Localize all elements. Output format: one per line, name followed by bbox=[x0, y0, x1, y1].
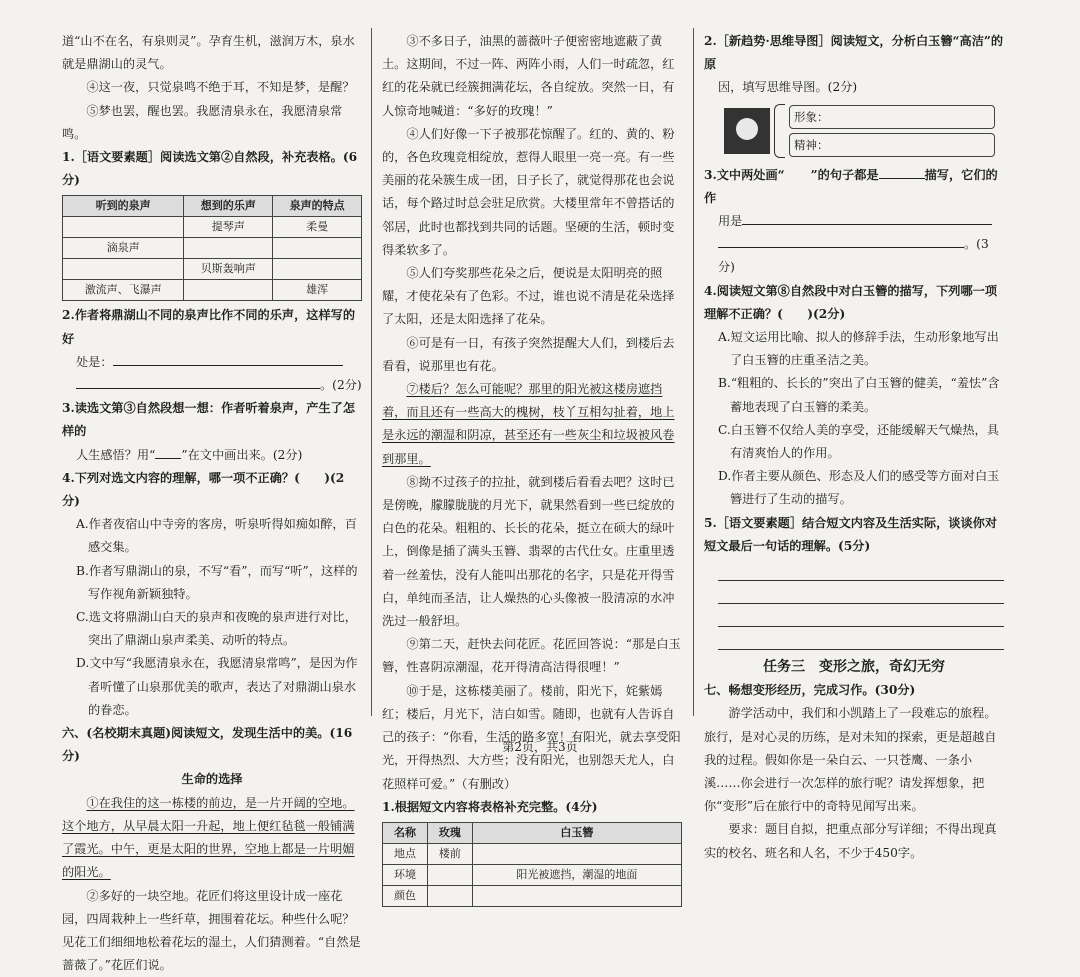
mind-box-image[interactable]: 形象： bbox=[789, 105, 995, 129]
mind-box-spirit[interactable]: 精神： bbox=[789, 133, 995, 157]
section-7-heading: 七、畅想变形经历，完成习作。(30分) bbox=[704, 679, 1004, 702]
question-3 bbox=[704, 164, 1004, 210]
option-d[interactable]: D.作者主要从颜色、形态及人们的感受等方面对白玉簪进行了生动的描写。 bbox=[718, 465, 1004, 511]
passage-paragraph: ⑦楼后？怎么可能呢？那里的阳光被这楼房遮挡着，而且还有一些高大的槐树，枝丫互相勾扯着，地上是永远的潮湿和阴凉，甚至还有一些灰尘和垃圾被风卷到那里。 bbox=[382, 378, 682, 471]
score-label: 。(2分) bbox=[320, 378, 362, 392]
table-cell: 颜色 bbox=[383, 885, 428, 906]
table-cell[interactable] bbox=[428, 864, 473, 885]
question-4: 4.下列对选文内容的理解，哪一项不正确？( )(2分) bbox=[62, 467, 362, 513]
column-middle bbox=[382, 30, 682, 910]
answer-blank[interactable] bbox=[76, 388, 320, 389]
question-1: 1.根据短文内容将表格补充完整。(4分) bbox=[382, 796, 682, 819]
question-1: 1.［语文要素题］阅读选文第②自然段，补充表格。(6分) bbox=[62, 146, 362, 192]
table-cell[interactable]: 阳光被遮挡，潮湿的地面 bbox=[472, 864, 681, 885]
passage-paragraph: ⑤梦也罢，醒也罢。我愿清泉永在，我愿清泉常鸣。 bbox=[62, 100, 362, 146]
option-a[interactable]: A.作者夜宿山中寺旁的客房，听泉听得如痴如醉，百感交集。 bbox=[76, 513, 362, 559]
question-2: 2.作者将鼎湖山不同的泉声比作不同的乐声，这样写的好 bbox=[62, 304, 362, 350]
table-cell[interactable]: 雄浑 bbox=[273, 280, 362, 301]
answer-line[interactable] bbox=[718, 604, 1004, 627]
question-3-text: 人生感悟？用“ bbox=[76, 448, 155, 462]
question-3-text: ”在文中画出来。(2分) bbox=[181, 448, 302, 462]
answer-blank[interactable] bbox=[113, 365, 343, 366]
table-header: 泉声的特点 bbox=[273, 196, 362, 217]
table-cell[interactable] bbox=[273, 238, 362, 259]
passage-paragraph: ④这一夜，只觉泉鸣不绝于耳，不知是梦，是醒？ bbox=[62, 76, 362, 99]
table-row bbox=[383, 843, 682, 864]
question-2-answer-line-2 bbox=[62, 374, 362, 397]
question-3-text: 用是 bbox=[718, 214, 742, 228]
question-2-answer-line bbox=[62, 351, 362, 374]
mind-map-boxes bbox=[789, 105, 995, 157]
question-4: 4.阅读短文第⑧自然段中对白玉簪的描写，下列哪一项理解不正确？( )(2分) bbox=[704, 280, 1004, 326]
answer-line[interactable] bbox=[718, 581, 1004, 604]
question-2: 2.［新趋势·思维导图］阅读短文，分析白玉簪“高洁”的原 bbox=[704, 30, 1004, 76]
answer-blank[interactable] bbox=[879, 178, 925, 179]
passage-paragraph: ③不多日子，油黑的蔷薇叶子便密密地遮蔽了黄土。这期间，不过一阵、两阵小雨，人们一时疏忽，红红的花朵就已经簇拥满花坛，各自绽放。突然一日，有人惊奇地喊道：“多好的玫瑰！” bbox=[382, 30, 682, 123]
question-5: 5.［语文要素题］结合短文内容及生活实际，谈谈你对短文最后一句话的理解。(5分) bbox=[704, 512, 1004, 558]
answer-blank[interactable] bbox=[742, 224, 992, 225]
section-6-heading: 六、(名校期末真题)阅读短文，发现生活中的美。(16分) bbox=[62, 722, 362, 768]
passage-paragraph: ②多好的一块空地。花匠们将这里设计成一座花园，四周栽种上一些纤草，拥围着花坛。种些什么呢？见花工们细细地松着花坛的湿土，人们猜测着。“自然是蔷薇了。”花匠们说。 bbox=[62, 885, 362, 977]
table-row bbox=[383, 885, 682, 906]
table-header: 玫瑰 bbox=[428, 822, 473, 843]
column-divider bbox=[693, 28, 694, 716]
table-cell[interactable]: 楼前 bbox=[428, 843, 473, 864]
table-cell[interactable]: 提琴声 bbox=[184, 217, 273, 238]
option-a[interactable]: A.短文运用比喻、拟人的修辞手法，生动形象地写出了白玉簪的庄重圣洁之美。 bbox=[718, 326, 1004, 372]
table-row bbox=[383, 864, 682, 885]
answer-line[interactable] bbox=[718, 627, 1004, 650]
question-2-cont: 因，填写思维导图。(2分) bbox=[704, 76, 1004, 99]
question-3-cont bbox=[62, 444, 362, 467]
table-cell[interactable]: 滴泉声 bbox=[63, 238, 184, 259]
column-left bbox=[62, 30, 362, 977]
essay-title: 生命的选择 bbox=[62, 768, 362, 791]
passage-paragraph: ⑧拗不过孩子的拉扯，就到楼后看看去吧？这时已是傍晚，朦朦胧胧的月光下，就果然看到一些已绽放的白色的花朵。粗粗的、长长的花朵，挺立在硕大的绿叶上，倒像是插了满头玉簪、翡翠的古代仕女。庄重里透着一丝羞怯，没有人能叫出那花的名字，只是花开得雪白，单纯而圣洁，让人燥热的心头像被一股清凉的水冲洗过一般舒坦。 bbox=[382, 471, 682, 633]
answer-line[interactable] bbox=[718, 558, 1004, 581]
option-d[interactable]: D.文中写“我愿清泉永在，我愿清泉常鸣”，是因为作者听懂了山泉那优美的歌声，表达了对鼎湖山泉水的眷恋。 bbox=[76, 652, 362, 722]
table-header: 想到的乐声 bbox=[184, 196, 273, 217]
writing-requirements: 要求：题目自拟，把重点部分写详细；不得出现真实的校名、班名和人名，不少于450字。 bbox=[704, 818, 1004, 864]
table-row bbox=[63, 259, 362, 280]
table-header: 名称 bbox=[383, 822, 428, 843]
white-jade-flower-image bbox=[724, 108, 770, 154]
table-cell[interactable]: 柔曼 bbox=[273, 217, 362, 238]
question-3-text: 描写，它们的作 bbox=[704, 168, 998, 205]
table-header: 白玉簪 bbox=[472, 822, 681, 843]
table-cell: 环境 bbox=[383, 864, 428, 885]
table-cell[interactable] bbox=[184, 280, 273, 301]
passage-paragraph: ⑩于是，这栋楼美丽了。楼前，阳光下，姹紫嫣红；楼后，月光下，洁白如雪。随即，也就有人告诉自己的孩子：“你看，生活的路多宽！有阳光，就去享受阳光，开得热烈、大方些；没有阳光，也别怨天尤人，白花照样可爱。”（有删改） bbox=[382, 680, 682, 796]
table-cell[interactable] bbox=[184, 238, 273, 259]
passage-paragraph: ④人们好像一下子被那花惊醒了。红的、黄的、粉的，各色玫瑰竞相绽放，惹得人眼里一亮一亮。有一些美丽的花朵簇生成一团，日子长了，就觉得那花也会说话，每个路过时总会驻足欣赏。大楼里常年不曾搭话的邻居，此时也都找到共同的话题。坚硬的生活，顿时变得柔软多了。 bbox=[382, 123, 682, 262]
question-3-text: 3.文中两处画“ bbox=[704, 168, 785, 182]
mind-map bbox=[724, 104, 1004, 158]
table-row bbox=[63, 238, 362, 259]
table-header: 听到的泉声 bbox=[63, 196, 184, 217]
wavy-underline-mark bbox=[785, 164, 811, 187]
column-divider bbox=[371, 28, 372, 716]
table-row bbox=[63, 280, 362, 301]
question-3-text: ”的句子都是 bbox=[811, 168, 879, 182]
underline-mark bbox=[155, 458, 181, 459]
fill-table-2 bbox=[382, 822, 682, 907]
passage-paragraph: ①在我住的这一栋楼的前边，是一片开阔的空地。这个地方，从早晨太阳一升起，地上便红毡毯一般铺满了霞光。中午，更是太阳的世界，空地上都是一片明媚的阳光。 bbox=[62, 792, 362, 885]
table-cell: 地点 bbox=[383, 843, 428, 864]
page-number: 第2页，共3页 bbox=[0, 738, 1080, 755]
option-b[interactable]: B.作者写鼎湖山的泉，不写“看”，而写“听”，这样的写作视角新颖独特。 bbox=[76, 560, 362, 606]
table-cell[interactable] bbox=[63, 259, 184, 280]
question-3-answer-line-2 bbox=[704, 233, 1004, 279]
option-b[interactable]: B.“粗粗的、长长的”突出了白玉簪的健美，“羞怯”含蓄地表现了白玉簪的柔美。 bbox=[718, 372, 1004, 418]
question-3: 3.读选文第③自然段想一想：作者听着泉声，产生了怎样的 bbox=[62, 397, 362, 443]
passage-paragraph: 道“山不在名，有泉则灵”。孕育生机，滋润万木，泉水就是鼎湖山的灵气。 bbox=[62, 30, 362, 76]
task-heading: 任务三 变形之旅，奇幻无穷 bbox=[704, 656, 1004, 679]
option-c[interactable]: C.白玉簪不仅给人美的享受，还能缓解天气燥热，具有清爽怡人的作用。 bbox=[718, 419, 1004, 465]
answer-blank[interactable] bbox=[718, 247, 964, 248]
table-row bbox=[63, 217, 362, 238]
table-cell[interactable] bbox=[472, 885, 681, 906]
passage-paragraph: ⑤人们夸奖那些花朵之后，便说是太阳明亮的照耀，才使花朵有了色彩。不过，谁也说不清是花朵选择了太阳，还是太阳选择了花朵。 bbox=[382, 262, 682, 332]
table-cell[interactable]: 贝斯轰响声 bbox=[184, 259, 273, 280]
writing-prompt: 游学活动中，我们和小凯踏上了一段难忘的旅程。旅行，是对心灵的历练，是对未知的探索，更是超越自我的过程。假如你是一朵白云、一只苍鹰、一条小溪……你会进行一次怎样的旅行呢？请发挥想象，把你“变形”后在旅行中的奇特见闻写出来。 bbox=[704, 702, 1004, 818]
table-cell[interactable] bbox=[63, 217, 184, 238]
table-cell[interactable]: 激流声、飞瀑声 bbox=[63, 280, 184, 301]
table-cell[interactable] bbox=[472, 843, 681, 864]
brace-icon bbox=[774, 104, 785, 158]
table-cell[interactable] bbox=[273, 259, 362, 280]
table-cell[interactable] bbox=[428, 885, 473, 906]
passage-paragraph: ⑥可是有一日，有孩子突然提醒大人们，到楼后去看看，说那里也有花。 bbox=[382, 332, 682, 378]
fill-table-1 bbox=[62, 195, 362, 301]
option-c[interactable]: C.选文将鼎湖山白天的泉声和夜晚的泉声进行对比，突出了鼎湖山泉声柔美、动听的特点。 bbox=[76, 606, 362, 652]
passage-paragraph: ⑨第二天，赶快去问花匠。花匠回答说：“那是白玉簪，性喜阴凉潮湿，花开得清高洁得很哩！” bbox=[382, 633, 682, 679]
question-3-answer-line bbox=[704, 210, 1004, 233]
score-label: 。(3分) bbox=[718, 237, 989, 274]
question-2-label: 处是： bbox=[76, 355, 113, 369]
